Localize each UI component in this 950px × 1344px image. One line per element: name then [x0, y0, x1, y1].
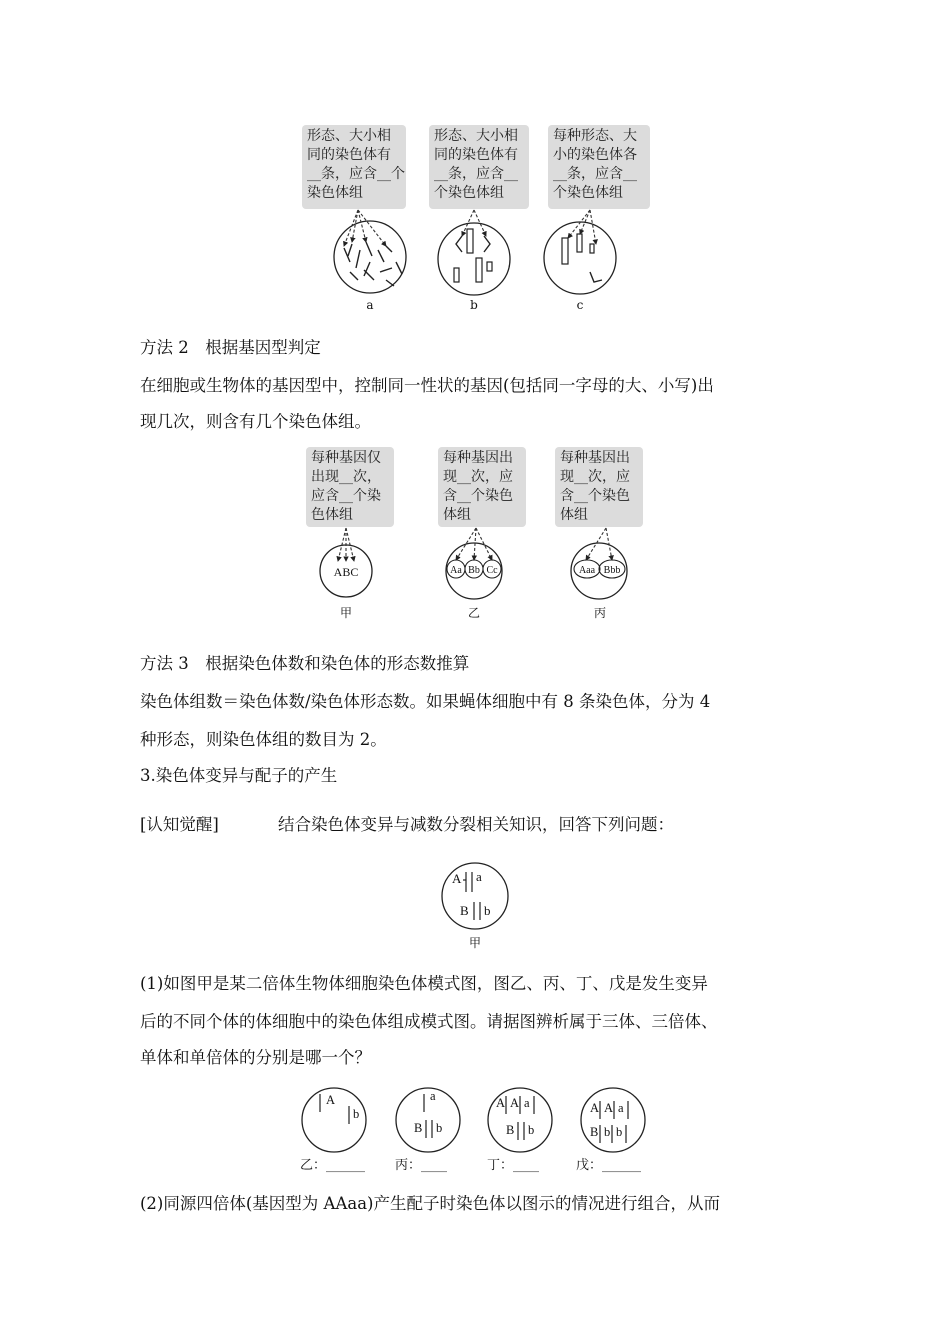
figure2-caption-bing: 丙: [593, 606, 606, 620]
svg-text:B: B: [590, 1125, 599, 1139]
gene-Cc: Cc: [486, 565, 498, 576]
section3-title: 3.染色体变异与配子的产生: [140, 766, 338, 785]
figure1-box-b: 形态、大小相 同的染色体有 __条，应含__ 个染色体组: [429, 125, 529, 209]
question1-line3: 单体和单倍体的分别是哪一个？: [140, 1048, 371, 1067]
svg-text:A: A: [510, 1096, 520, 1110]
method3-line2: 种形态，则染色体组的数目为 2。: [140, 730, 387, 749]
figure3-caption: 甲: [468, 936, 481, 950]
figure4-blank-wu[interactable]: 戊：______: [576, 1158, 642, 1173]
figure2-caption-jia: 甲: [339, 606, 352, 620]
cell-fig4-bing: [396, 1088, 460, 1152]
figure2-caption-yi: 乙: [467, 606, 480, 620]
figure4-blank-ding[interactable]: 丁：____: [487, 1158, 540, 1173]
fig3-gene-A: A: [452, 871, 462, 886]
svg-text:b: b: [604, 1125, 611, 1139]
method2-line2: 现几次，则含有几个染色体组。: [140, 412, 371, 431]
awareness-tag: [认知觉醒]: [140, 815, 219, 834]
figure1-caption-a: a: [366, 298, 374, 312]
figure1-caption-c: c: [576, 298, 584, 312]
gene-Bbb: Bbb: [603, 565, 621, 576]
awareness-text: 结合染色体变异与减数分裂相关知识，回答下列问题：: [278, 815, 674, 834]
svg-text:A: A: [590, 1101, 600, 1115]
svg-text:a: a: [524, 1096, 530, 1110]
gene-Aa: Aa: [450, 565, 462, 576]
method2-line1: 在细胞或生物体的基因型中，控制同一性状的基因(包括同一字母的大、小写)出: [140, 376, 714, 395]
svg-text:B: B: [506, 1123, 515, 1137]
svg-text:A: A: [326, 1093, 336, 1107]
cell-fig4-wu: [581, 1088, 645, 1152]
svg-text:b: b: [353, 1107, 360, 1121]
figure2-box-yi: 每种基因出 现__次，应 含__个染色 体组: [438, 447, 526, 527]
gene-Aaa: Aaa: [578, 565, 596, 576]
figure2-box-jia: 每种基因仅 出现__次， 应含__个染 色体组: [306, 447, 394, 527]
figure1-box-a: 形态、大小相 同的染色体有 __条，应含__个 染色体组: [302, 125, 406, 209]
svg-text:A: A: [604, 1101, 614, 1115]
fig3-gene-b: b: [484, 903, 491, 918]
figure1-caption-b: b: [470, 298, 478, 312]
fig3-gene-B: B: [460, 903, 469, 918]
svg-text:B: B: [414, 1121, 423, 1135]
gene-ABC: ABC: [333, 565, 359, 579]
fig3-gene-a: a: [476, 869, 482, 884]
question1-line2: 后的不同个体的体细胞中的染色体组成模式图。请据图辨析属于三体、三倍体、: [140, 1012, 718, 1031]
question2-line1: (2)同源四倍体(基因型为 AAaa)产生配子时染色体以图示的情况进行组合，从而: [140, 1194, 720, 1213]
method3-line1: 染色体组数＝染色体数/染色体形态数。如果蝇体细胞中有 8 条染色体，分为 4: [140, 692, 711, 711]
svg-text:b: b: [528, 1123, 535, 1137]
svg-text:b: b: [616, 1125, 623, 1139]
figure2-box-bing: 每种基因出 现__次，应 含__个染色 体组: [555, 447, 643, 527]
gene-Bb: Bb: [468, 565, 480, 576]
figure1-box-c: 每种形态、大 小的染色体各 __条，应含__ 个染色体组: [548, 125, 650, 209]
svg-text:b: b: [436, 1121, 443, 1135]
method2-title: 方法 2 根据基因型判定: [140, 338, 321, 357]
svg-text:a: a: [618, 1101, 624, 1115]
figure4-blank-yi[interactable]: 乙：______: [300, 1158, 366, 1173]
figure4-blank-bing[interactable]: 丙：____: [395, 1158, 448, 1173]
svg-text:a: a: [430, 1089, 436, 1103]
method3-title: 方法 3 根据染色体数和染色体的形态数推算: [140, 654, 470, 673]
question1-line1: (1)如图甲是某二倍体生物体细胞染色体模式图，图乙、丙、丁、戊是发生变异: [140, 974, 708, 993]
svg-text:A: A: [496, 1096, 506, 1110]
